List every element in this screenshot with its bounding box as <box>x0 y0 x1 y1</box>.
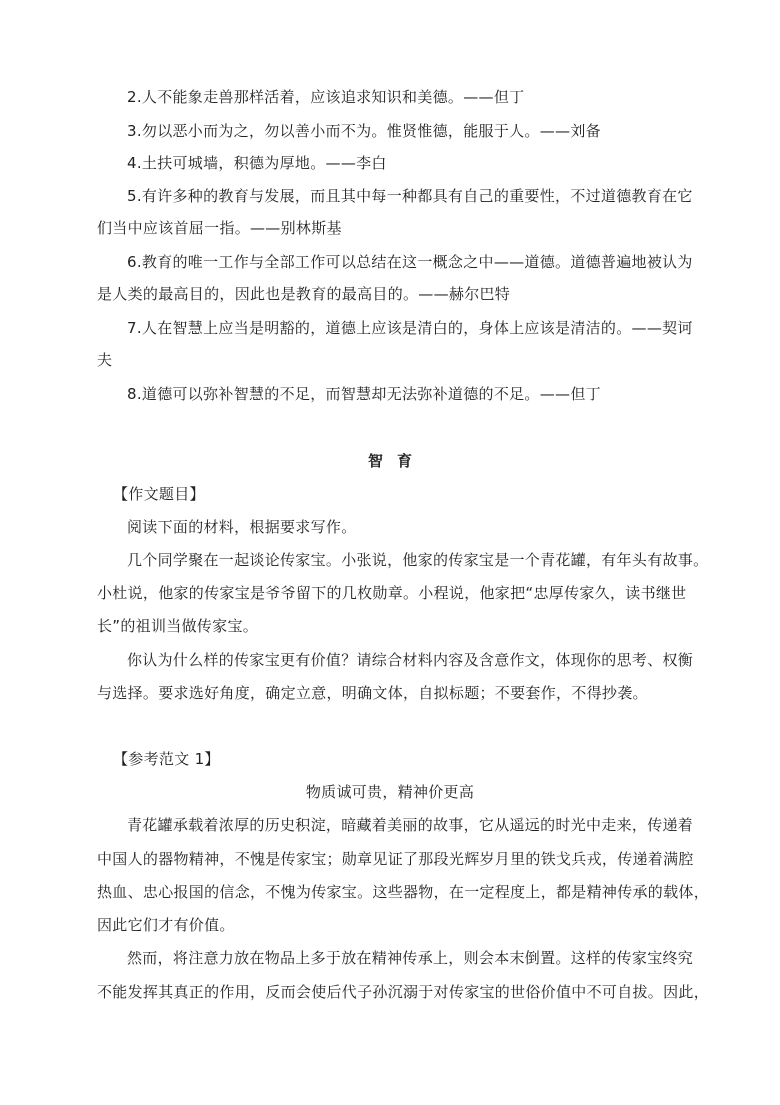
material-line: 你认为什么样的传家宝更有价值？请综合材料内容及含意作文，体现你的思考、权衡 <box>127 651 694 669</box>
quote-line: 6.教育的唯一工作与全部工作可以总结在这一概念之中——道德。道德普遍地被认为 <box>127 253 693 271</box>
sample-title: 物质诚可贵，精神价更高 <box>305 783 475 801</box>
quote-line: 3.勿以恶小而为之，勿以善小而不为。惟贤惟德，能服于人。——刘备 <box>127 122 601 140</box>
quote-line: 是人类的最高目的，因此也是教育的最高目的。——赫尔巴特 <box>97 285 511 303</box>
sample-label: 【参考范文 1】 <box>113 750 220 768</box>
quote-line: 5.有许多种的教育与发展，而且其中每一种都具有自己的重要性，不过道德教育在它 <box>127 187 693 205</box>
quote-line: 8.道德可以弥补智慧的不足，而智慧却无法弥补道德的不足。——但丁 <box>127 385 601 403</box>
sample-body-line: 热血、忠心报国的信念，不愧为传家宝。这些器物，在一定程度上，都是精神传承的载体， <box>97 883 710 901</box>
sample-body-line: 不能发挥其真正的作用，反而会使后代子孙沉溺于对传家宝的世俗价值中不可自拔。因此， <box>97 983 710 1001</box>
composition-label: 【作文题目】 <box>113 485 205 503</box>
sample-body-line: 中国人的器物精神，不愧是传家宝；勋章见证了那段光辉岁月里的铁戈兵戎，传递着满腔 <box>97 850 694 868</box>
quote-line: 2.人不能象走兽那样活着，应该追求知识和美德。——但丁 <box>127 88 525 106</box>
quote-line: 7.人在智慧上应当是明豁的，道德上应该是清白的，身体上应该是清洁的。——契诃 <box>127 319 693 337</box>
sample-body-line: 因此它们才有价值。 <box>97 916 235 934</box>
quote-line: 们当中应该首屈一指。——别林斯基 <box>97 219 342 237</box>
instruction-line: 阅读下面的材料，根据要求写作。 <box>127 518 357 536</box>
material-line: 长”的祖训当做传家宝。 <box>97 617 259 635</box>
quote-line: 夫 <box>97 351 113 369</box>
section-title: 智育 <box>367 452 426 470</box>
sample-body-line: 青花罐承载着浓厚的历史积淀，暗藏着美丽的故事，它从遥远的时光中走来，传递着 <box>127 816 694 834</box>
sample-body-line: 然而，将注意力放在物品上多于放在精神传承上，则会本末倒置。这样的传家宝终究 <box>127 949 694 967</box>
quote-line: 4.土扶可城墙，积德为厚地。——李白 <box>127 154 387 172</box>
material-line: 小杜说，他家的传家宝是爷爷留下的几枚勋章。小程说，他家把“忠厚传家久，读书继世 <box>97 584 687 602</box>
material-line: 几个同学聚在一起谈论传家宝。小张说，他家的传家宝是一个青花罐，有年头有故事。 <box>127 551 709 569</box>
material-line: 与选择。要求选好角度，确定立意，明确文体，自拟标题；不要套作，不得抄袭。 <box>97 684 648 702</box>
